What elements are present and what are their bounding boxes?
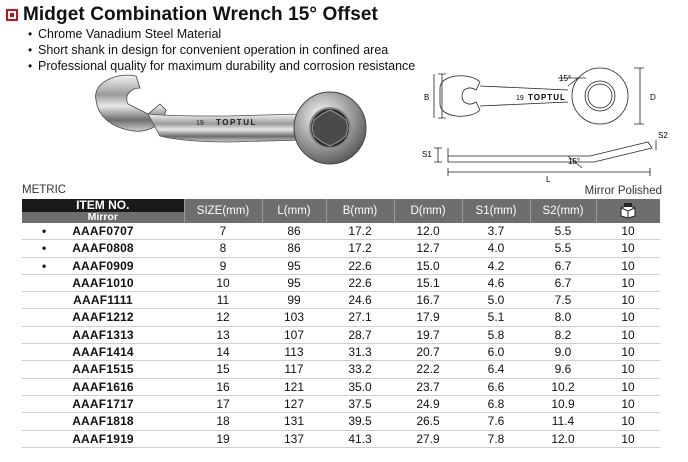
s2-cell: 7.5 (530, 292, 596, 309)
table-row (22, 326, 660, 343)
item-code-cell: AAAF1313 (22, 326, 184, 343)
size-cell: 19 (184, 430, 262, 447)
b-cell: 37.5 (326, 395, 394, 412)
s2-cell: 10.9 (530, 395, 596, 412)
table-row (22, 240, 660, 257)
size-cell: 17 (184, 395, 262, 412)
s2-cell: 8.2 (530, 326, 596, 343)
dim-d-label: D (650, 93, 656, 102)
s1-cell: 4.6 (462, 274, 530, 291)
s2-cell: 9.0 (530, 344, 596, 361)
length-cell: 86 (262, 240, 326, 257)
box-qty-column-header (596, 199, 660, 223)
s2-cell: 10.2 (530, 378, 596, 395)
item-code-cell: AAAF1616 (22, 378, 184, 395)
s1-cell: 5.8 (462, 326, 530, 343)
table-row (22, 361, 660, 378)
size-cell: 12 (184, 309, 262, 326)
item-no-subheader: Mirror (22, 212, 184, 223)
size-cell: 15 (184, 361, 262, 378)
box-qty-cell: 10 (596, 223, 660, 240)
d-cell: 22.2 (394, 361, 462, 378)
d-cell: 24.9 (394, 395, 462, 412)
d-column-header: D(mm) (394, 199, 462, 223)
item-code-cell: AAAF1414 (22, 344, 184, 361)
table-row (22, 274, 660, 291)
box-qty-cell: 10 (596, 309, 660, 326)
s1-cell: 3.7 (462, 223, 530, 240)
b-cell: 27.1 (326, 309, 394, 326)
size-cell: 16 (184, 378, 262, 395)
feature-item: • Professional quality for maximum durability and corrosion resistance (30, 58, 415, 74)
feature-list (30, 26, 415, 74)
s1-cell: 4.2 (462, 257, 530, 274)
dim-s1-label: S1 (422, 150, 432, 159)
s2-cell: 6.7 (530, 274, 596, 291)
title-bar (6, 4, 378, 26)
photo-brand: TOPTUL (216, 118, 257, 127)
drawing-brand: TOPTUL (528, 93, 566, 102)
finish-label: Mirror Polished (584, 185, 662, 197)
s1-column-header: S1(mm) (462, 199, 530, 223)
box-qty-cell: 10 (596, 413, 660, 430)
s2-cell: 6.7 (530, 257, 596, 274)
d-cell: 12.7 (394, 240, 462, 257)
size-cell: 9 (184, 257, 262, 274)
b-cell: 17.2 (326, 223, 394, 240)
length-cell: 117 (262, 361, 326, 378)
item-code-cell: AAAF1717 (22, 395, 184, 412)
d-cell: 15.0 (394, 257, 462, 274)
item-code-cell: AAAF1919 (22, 430, 184, 447)
length-cell: 137 (262, 430, 326, 447)
b-cell: 17.2 (326, 240, 394, 257)
box-qty-cell: 10 (596, 361, 660, 378)
b-cell: 22.6 (326, 274, 394, 291)
size-cell: 11 (184, 292, 262, 309)
unit-system-label: METRIC (22, 184, 67, 196)
table-row (22, 344, 660, 361)
box-qty-cell: 10 (596, 240, 660, 257)
s2-cell: 5.5 (530, 223, 596, 240)
d-cell: 19.7 (394, 326, 462, 343)
photo-size-mark: 19 (196, 120, 204, 127)
l-column-header: L(mm) (262, 199, 326, 223)
length-cell: 86 (262, 223, 326, 240)
table-row (22, 395, 660, 412)
table-row (22, 430, 660, 447)
s2-cell: 5.5 (530, 240, 596, 257)
length-cell: 95 (262, 257, 326, 274)
d-cell: 20.7 (394, 344, 462, 361)
table-row (22, 223, 660, 240)
d-cell: 15.1 (394, 274, 462, 291)
b-cell: 33.2 (326, 361, 394, 378)
item-code-cell: • AAAF0808 (22, 240, 184, 257)
item-code-cell: AAAF1818 (22, 413, 184, 430)
b-cell: 35.0 (326, 378, 394, 395)
size-cell: 10 (184, 274, 262, 291)
dim-b-label: B (424, 93, 430, 102)
b-cell: 39.5 (326, 413, 394, 430)
size-cell: 7 (184, 223, 262, 240)
size-cell: 13 (184, 326, 262, 343)
length-cell: 127 (262, 395, 326, 412)
s2-cell: 12.0 (530, 430, 596, 447)
dimension-drawing (418, 56, 686, 184)
s1-cell: 6.8 (462, 395, 530, 412)
angle-bottom-label: 15° (568, 157, 581, 166)
box-qty-cell: 10 (596, 257, 660, 274)
length-cell: 103 (262, 309, 326, 326)
table-row (22, 292, 660, 309)
b-cell: 41.3 (326, 430, 394, 447)
box-qty-icon (619, 203, 637, 219)
size-column-header: SIZE(mm) (184, 199, 262, 223)
wrench-photo (88, 70, 378, 180)
item-code-cell: • AAAF0707 (22, 223, 184, 240)
d-cell: 26.5 (394, 413, 462, 430)
s2-cell: 8.0 (530, 309, 596, 326)
b-cell: 31.3 (326, 344, 394, 361)
box-qty-cell: 10 (596, 292, 660, 309)
s1-cell: 6.0 (462, 344, 530, 361)
b-column-header: B(mm) (326, 199, 394, 223)
box-qty-cell: 10 (596, 395, 660, 412)
s2-cell: 9.6 (530, 361, 596, 378)
length-cell: 121 (262, 378, 326, 395)
s2-cell: 11.4 (530, 413, 596, 430)
dim-l-label: L (546, 175, 551, 184)
d-cell: 16.7 (394, 292, 462, 309)
d-cell: 27.9 (394, 430, 462, 447)
item-no-header: ITEM NO. (22, 199, 184, 212)
table-row (22, 413, 660, 430)
box-qty-cell: 10 (596, 378, 660, 395)
page-title: Midget Combination Wrench 15° Offset (23, 4, 378, 25)
b-cell: 24.6 (326, 292, 394, 309)
table-row (22, 257, 660, 274)
item-code-cell: • AAAF0909 (22, 257, 184, 274)
d-cell: 17.9 (394, 309, 462, 326)
square-bullet-icon (6, 9, 18, 21)
s1-cell: 6.4 (462, 361, 530, 378)
dim-s2-label: S2 (658, 131, 668, 140)
d-cell: 12.0 (394, 223, 462, 240)
box-qty-cell: 10 (596, 274, 660, 291)
feature-item: • Chrome Vanadium Steel Material (30, 26, 415, 42)
item-code-cell: AAAF1111 (22, 292, 184, 309)
length-cell: 95 (262, 274, 326, 291)
length-cell: 107 (262, 326, 326, 343)
size-cell: 18 (184, 413, 262, 430)
d-cell: 23.7 (394, 378, 462, 395)
feature-item: • Short shank in design for convenient operation in confined area (30, 42, 415, 58)
length-cell: 99 (262, 292, 326, 309)
s1-cell: 5.1 (462, 309, 530, 326)
drawing-size-mark: 19 (516, 95, 524, 102)
s1-cell: 5.0 (462, 292, 530, 309)
length-cell: 131 (262, 413, 326, 430)
s1-cell: 6.6 (462, 378, 530, 395)
s2-column-header: S2(mm) (530, 199, 596, 223)
table-row (22, 309, 660, 326)
size-cell: 8 (184, 240, 262, 257)
size-cell: 14 (184, 344, 262, 361)
item-code-cell: AAAF1212 (22, 309, 184, 326)
table-row (22, 378, 660, 395)
b-cell: 22.6 (326, 257, 394, 274)
spec-table (22, 199, 660, 448)
box-qty-cell: 10 (596, 344, 660, 361)
box-qty-cell: 10 (596, 326, 660, 343)
length-cell: 113 (262, 344, 326, 361)
angle-top-label: 15° (559, 74, 572, 83)
b-cell: 28.7 (326, 326, 394, 343)
s1-cell: 4.0 (462, 240, 530, 257)
item-code-cell: AAAF1010 (22, 274, 184, 291)
item-code-cell: AAAF1515 (22, 361, 184, 378)
s1-cell: 7.8 (462, 430, 530, 447)
box-qty-cell: 10 (596, 430, 660, 447)
s1-cell: 7.6 (462, 413, 530, 430)
